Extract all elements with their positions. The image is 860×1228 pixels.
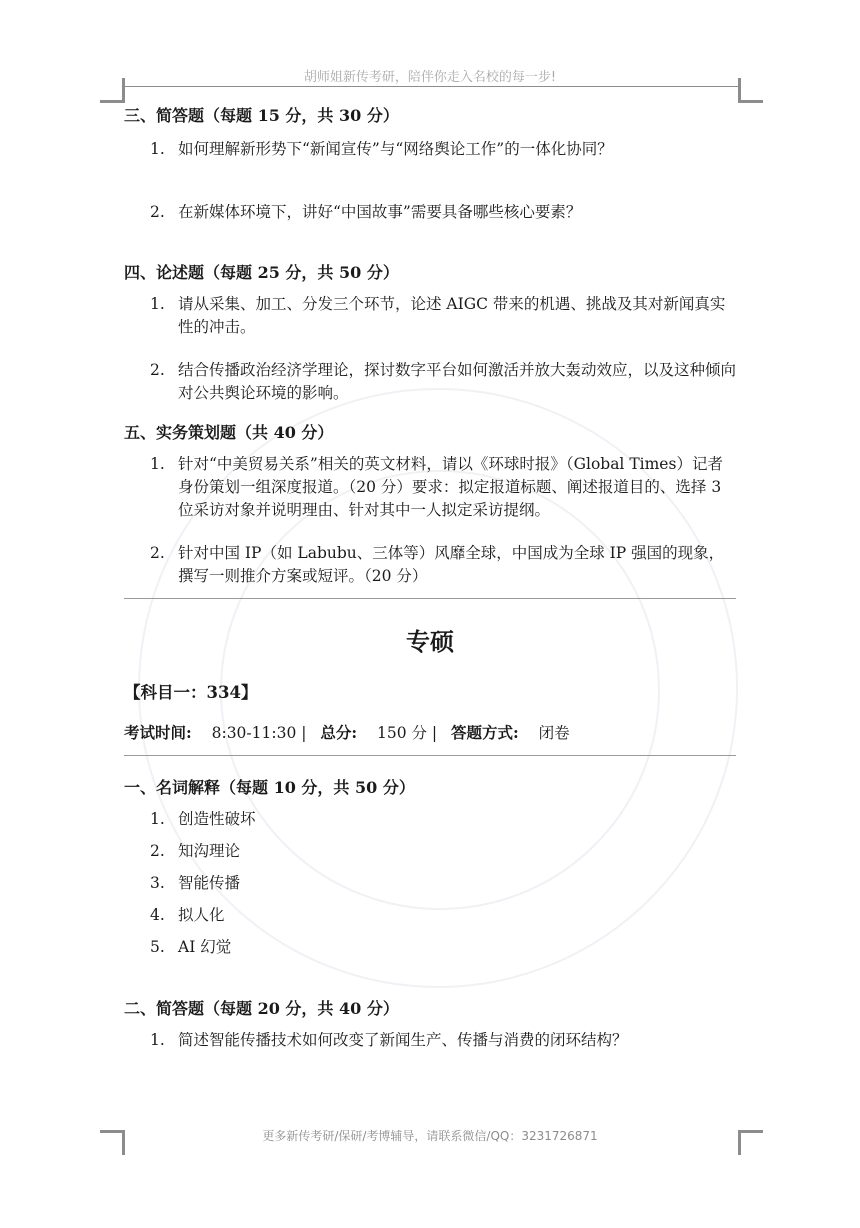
question-item — [124, 453, 736, 522]
question-number: 2. — [150, 544, 165, 562]
question-item — [124, 293, 736, 339]
question-item — [124, 1029, 736, 1052]
question-number: 3. — [150, 874, 165, 892]
question-text: 请从采集、加工、分发三个环节，论述 AIGC 带来的机遇、挑战及其对新闻真实性的冲击。 — [178, 295, 726, 336]
page-content — [124, 104, 736, 1052]
question-number: 2. — [150, 842, 165, 860]
term-text: 知沟理论 — [178, 842, 241, 860]
term-text: 智能传播 — [178, 874, 241, 892]
answer-mode-label: 答题方式: — [451, 723, 519, 742]
subject-heading: 【科目一：334】 — [124, 683, 258, 702]
total-score-value: 150 分 | — [376, 724, 438, 742]
question-number: 1. — [150, 140, 165, 158]
term-item — [124, 808, 736, 831]
question-text: 在新媒体环境下，讲好“中国故事”需要具备哪些核心要素？ — [178, 203, 582, 221]
corner-mark-top-right — [738, 78, 763, 103]
term-text: 创造性破坏 — [178, 810, 256, 828]
exam-info — [124, 721, 736, 745]
question-text: 针对“中美贸易关系”相关的英文材料，请以《环球时报》（Global Times）记者身份策划一组深度报道。（20 分）要求：拟定报道标题、阐述报道目的、选择 3 位采访对象并说明理由、针对其中一人拟定采访提纲。 — [178, 455, 723, 519]
term-item — [124, 936, 736, 959]
answer-mode-value: 闭卷 — [538, 724, 570, 742]
question-number: 5. — [150, 938, 165, 956]
exam-time-label: 考试时间: — [124, 723, 192, 742]
corner-mark-top-left — [100, 78, 125, 103]
term-text: AI 幻觉 — [178, 938, 232, 956]
question-number: 1. — [150, 295, 165, 313]
section-title: 四、论述题（每题 25 分，共 50 分） — [124, 263, 399, 282]
term-item — [124, 872, 736, 895]
total-score-label: 总分: — [320, 723, 358, 742]
section-divider — [124, 598, 736, 599]
question-number: 1. — [150, 455, 165, 473]
section-title: 一、名词解释（每题 10 分，共 50 分） — [124, 778, 415, 797]
question-item — [124, 542, 736, 588]
term-item — [124, 904, 736, 927]
question-number: 1. — [150, 1031, 165, 1049]
question-text: 结合传播政治经济学理论，探讨数字平台如何激活并放大轰动效应，以及这种倾向对公共舆论环境的影响。 — [178, 361, 737, 402]
question-number: 2. — [150, 361, 165, 379]
question-item — [124, 201, 736, 224]
question-number: 2. — [150, 203, 165, 221]
question-number: 1. — [150, 810, 165, 828]
question-text: 简述智能传播技术如何改变了新闻生产、传播与消费的闭环结构？ — [178, 1031, 628, 1049]
exam-time-value: 8:30-11:30 | — [211, 724, 307, 742]
question-number: 4. — [150, 906, 165, 924]
track-title: 专硕 — [406, 627, 454, 656]
question-text: 如何理解新形势下“新闻宣传”与“网络舆论工作”的一体化协同？ — [178, 140, 613, 158]
section-title: 五、实务策划题（共 40 分） — [124, 423, 334, 442]
question-item — [124, 359, 736, 405]
question-item — [124, 138, 736, 161]
section-divider — [124, 755, 736, 756]
term-text: 拟人化 — [178, 906, 225, 924]
page-header: 胡师姐新传考研，陪伴你走入名校的每一步! — [303, 70, 557, 85]
section-title: 三、简答题（每题 15 分，共 30 分） — [124, 106, 399, 125]
page-footer: 更多新传考研/保研/考博辅导，请联系微信/QQ：3231726871 — [262, 1129, 598, 1143]
section-title: 二、简答题（每题 20 分，共 40 分） — [124, 999, 399, 1018]
term-item — [124, 840, 736, 863]
question-text: 针对中国 IP（如 Labubu、三体等）风靡全球，中国成为全球 IP 强国的现象，撰写一则推介方案或短评。（20 分） — [178, 544, 725, 585]
header-rule — [122, 86, 738, 87]
